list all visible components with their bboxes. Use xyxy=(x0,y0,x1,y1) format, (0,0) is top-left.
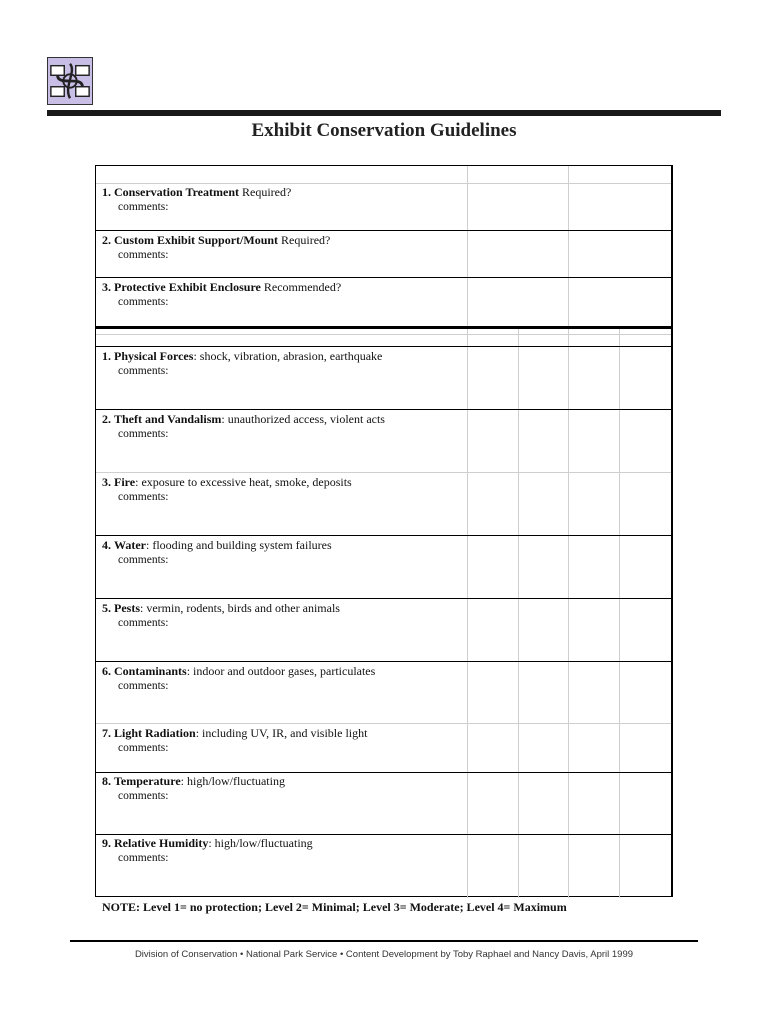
comments-label: comments: xyxy=(118,491,169,503)
row-label xyxy=(102,601,340,616)
row-label xyxy=(102,538,332,553)
row-label xyxy=(102,836,313,851)
row-number: 7. xyxy=(102,726,111,740)
row-number: 2. xyxy=(102,233,111,247)
comments-label: comments: xyxy=(118,249,169,261)
grid-hline xyxy=(96,723,671,724)
level-note: NOTE: Level 1= no protection; Level 2= Minimal; Level 3= Moderate; Level 4= Maximum xyxy=(102,900,567,914)
guidelines-form xyxy=(95,165,673,897)
row-description: : high/low/fluctuating xyxy=(180,774,285,788)
comments-label: comments: xyxy=(118,742,169,754)
row-divider xyxy=(96,661,671,662)
row-label xyxy=(102,349,382,364)
header-rule xyxy=(47,110,721,116)
grid-vline xyxy=(568,328,569,898)
row-number: 2. xyxy=(102,412,111,426)
grid-hline xyxy=(96,472,671,473)
row-description: : vermin, rodents, birds and other animals xyxy=(140,601,340,615)
row-title: Contaminants xyxy=(114,664,187,678)
row-title: Theft and Vandalism xyxy=(114,412,222,426)
comments-label: comments: xyxy=(118,428,169,440)
row-divider xyxy=(96,535,671,536)
row-divider xyxy=(96,230,671,231)
comments-label: comments: xyxy=(118,365,169,377)
row-divider xyxy=(96,772,671,773)
row-label xyxy=(102,412,385,427)
row-number: 3. xyxy=(102,475,111,489)
grid-hline xyxy=(96,334,671,335)
row-description: : shock, vibration, abrasion, earthquake xyxy=(193,349,383,363)
row-label xyxy=(102,280,341,295)
footer-rule xyxy=(70,940,698,942)
row-description: Required? xyxy=(239,185,292,199)
row-description: Recommended? xyxy=(260,280,342,294)
row-description: : flooding and building system failures xyxy=(146,538,332,552)
comments-label: comments: xyxy=(118,201,169,213)
row-title: Water xyxy=(114,538,146,552)
row-number: 8. xyxy=(102,774,111,788)
row-divider xyxy=(96,834,671,835)
section-divider xyxy=(96,326,671,329)
row-number: 3. xyxy=(102,280,111,294)
grid-hline xyxy=(96,183,671,184)
row-divider xyxy=(96,346,671,347)
row-number: 5. xyxy=(102,601,111,615)
row-description: : high/low/fluctuating xyxy=(208,836,313,850)
row-label xyxy=(102,233,330,248)
row-label xyxy=(102,475,352,490)
grid-vline xyxy=(568,166,569,328)
row-number: 4. xyxy=(102,538,111,552)
row-divider xyxy=(96,598,671,599)
footer-credits: Division of Conservation • National Park Service • Content Development by Toby Raphael and Nancy Davis, April 1999 xyxy=(134,949,634,960)
grid-vline xyxy=(619,328,620,898)
grid-vline xyxy=(518,328,519,898)
comments-label: comments: xyxy=(118,554,169,566)
row-label xyxy=(102,774,285,789)
comments-label: comments: xyxy=(118,680,169,692)
row-title: Physical Forces xyxy=(114,349,194,363)
grid-vline xyxy=(467,328,468,898)
row-title: Protective Exhibit Enclosure xyxy=(114,280,261,294)
row-number: 9. xyxy=(102,836,111,850)
row-title: Pests xyxy=(114,601,140,615)
row-description: Required? xyxy=(278,233,331,247)
row-title: Temperature xyxy=(114,774,181,788)
row-description: : exposure to excessive heat, smoke, deposits xyxy=(135,475,352,489)
comments-label: comments: xyxy=(118,790,169,802)
row-description: : including UV, IR, and visible light xyxy=(195,726,368,740)
row-number: 1. xyxy=(102,349,111,363)
grid-vline xyxy=(467,166,468,328)
comments-label: comments: xyxy=(118,617,169,629)
row-label xyxy=(102,664,375,679)
document-title: Exhibit Conservation Guidelines xyxy=(251,120,517,141)
row-number: 6. xyxy=(102,664,111,678)
row-title: Relative Humidity xyxy=(114,836,209,850)
row-title: Custom Exhibit Support/Mount xyxy=(114,233,279,247)
row-title: Conservation Treatment xyxy=(114,185,239,199)
logo-graphic xyxy=(48,58,92,104)
row-divider xyxy=(96,277,671,278)
row-divider xyxy=(96,409,671,410)
comments-label: comments: xyxy=(118,852,169,864)
row-description: : unauthorized access, violent acts xyxy=(221,412,385,426)
row-title: Light Radiation xyxy=(114,726,196,740)
row-number: 1. xyxy=(102,185,111,199)
comments-label: comments: xyxy=(118,296,169,308)
row-description: : indoor and outdoor gases, particulates xyxy=(186,664,376,678)
row-label xyxy=(102,185,291,200)
row-title: Fire xyxy=(114,475,136,489)
row-label xyxy=(102,726,367,741)
nps-conservation-logo-icon xyxy=(47,57,93,105)
